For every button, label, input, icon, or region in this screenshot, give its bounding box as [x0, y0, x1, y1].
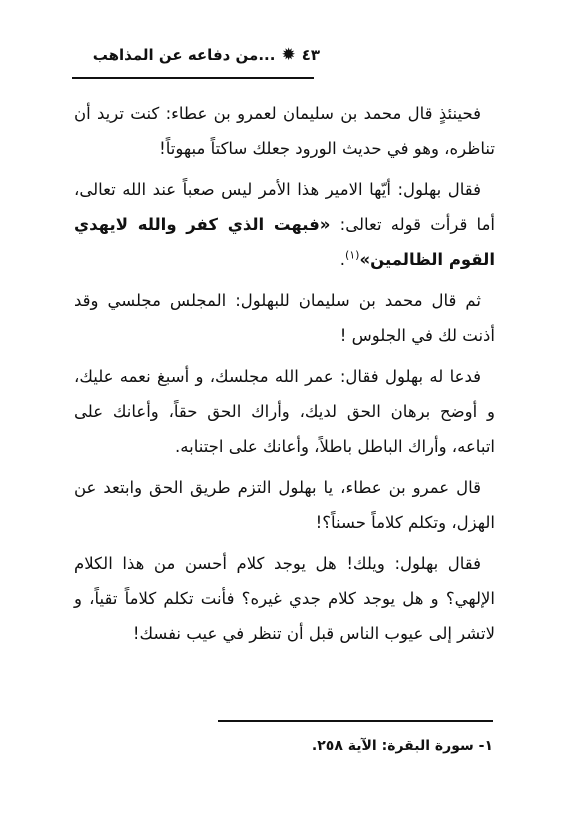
- paragraph-5: قال عمرو بن عطاء، يا بهلول التزم طريق الحق وابتعد عن الهزل، وتكلم كلاماً حسناً؟!: [74, 478, 495, 532]
- paragraph-6: فقال بهلول: ويلك! هل يوجد كلام أحسن من هذا الكلام الإلهي؟ و هل يوجد كلام جدي غيره؟ فأنت تكلم كلاماً تقياً، و لاتشر إلى عيوب الناس قبل أن تنظر في عيب نفسك!: [74, 554, 495, 643]
- body-text: [74, 96, 495, 657]
- star-ornament-icon: ✹: [281, 44, 296, 65]
- footnote: ١- سورة البقرة: الآية ٢٥٨.: [311, 738, 493, 754]
- footnote-rule: [218, 720, 493, 722]
- paragraph-2-text: فقال بهلول: أيّها الامير هذا الأمر ليس صعباً عند الله تعالى، أما قرأت قوله تعالى:: [74, 180, 495, 234]
- running-title: ...من دفاعه عن المذاهب: [92, 46, 276, 64]
- paragraph-2-end: .: [339, 250, 345, 269]
- header-rule: [72, 77, 314, 79]
- paragraph-1: فحينئذٍ قال محمد بن سليمان لعمرو بن عطاء: كنت تريد أن تناظره، وهو في حديث الورود جعلك ساكتاً مبهوتاً!: [74, 104, 495, 158]
- running-header: [70, 46, 320, 64]
- footnote-reference[interactable]: (١): [344, 248, 360, 262]
- paragraph-2: [74, 172, 495, 277]
- page-number: ٤٣: [301, 46, 320, 64]
- quran-quote: «فبهت الذي كفر والله لايهدي القوم الظالمين»: [74, 215, 495, 269]
- paragraph-4: فدعا له بهلول فقال: عمر الله مجلسك، و أسبغ نعمه عليك، و أوضح برهان الحق لديك، وأراك الحق حقاً، وأعانك على اتباعه، وأراك الباطل باطلاً، وأعانك على اجتنابه.: [74, 367, 495, 456]
- paragraph-3: ثم قال محمد بن سليمان للبهلول: المجلس مجلسي وقد أذنت لك في الجلوس !: [74, 291, 495, 345]
